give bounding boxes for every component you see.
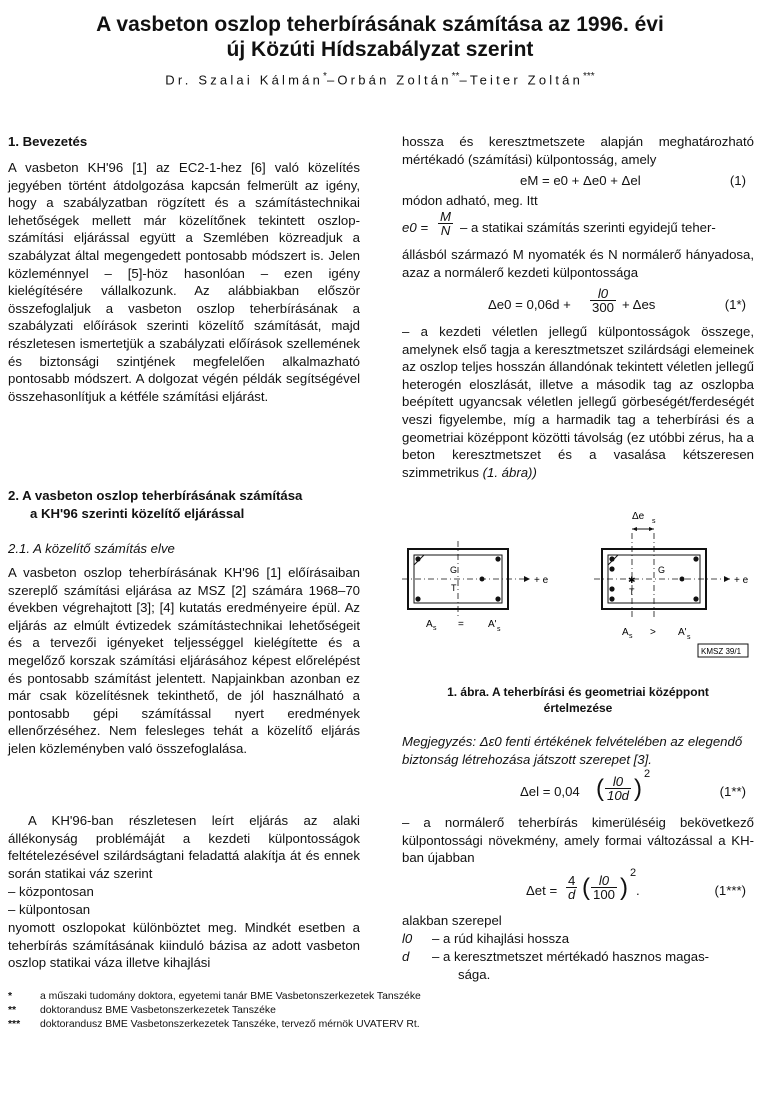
equation-1-triple-star-fraction-2-denominator: 100 [593, 887, 616, 902]
figure-caption-line-2: értelmezése [543, 701, 613, 715]
equation-1-triple-star-lhs: Δet = [526, 883, 558, 898]
author-1-mark: * [323, 71, 327, 82]
e0-denominator: N [440, 223, 451, 238]
e0-fraction [438, 210, 453, 237]
equation-1-triple-star-exponent: 2 [630, 867, 637, 879]
dash-item-central: – központosan [8, 884, 94, 899]
stamp-code: KMSZ 39/1 [701, 647, 742, 656]
rebar-icon [495, 556, 500, 561]
section-1-text: A vasbeton KH'96 [1] az EC2-1-hez [6] való közelítés jegyében történt átdolgozása kapcsán felmerült az igény, hogy a szabályzatban rögzített és a számítástechnikai lehetőségek mellett már közelítőnek tekintett oszlop-számítási eljárással együtt a Szemlében közreadjuk a szabályzat által megengedett pontosabb módszert is. Jelen közleménnyel – [5]-höz hasonlóan – ezen igény kielégítésére vállalkozunk. Az alábbiakban először összefoglaljuk a vasbeton oszlop teherbírásának a szabályzati előírások szerinti közelítő számítását, majd részletesen ismertetjük a szabályzati előírások szellemének és biztonsági szintjének megfelelően alkalmazható pontosabb módszert. A dolgozat végén példák segítségével összehasonlítjuk a kétféle számítási eljárást. [8, 160, 360, 404]
figure-1-diagram [402, 505, 754, 665]
dimension-arrow-icon [649, 527, 654, 531]
rebar-icon [609, 586, 614, 591]
footnote-text: doktorandusz BME Vasbetonszerkezetek Tanszéke, tervező mérnök UVATERV Rt. [40, 1019, 420, 1030]
label-T-left: T [451, 583, 457, 593]
footnotes [8, 990, 753, 1032]
equation-1-star-numerator: l0 [590, 287, 616, 301]
equation-1-star-denominator: 300 [592, 300, 615, 315]
label-delta-es: Δe [632, 511, 645, 522]
equation-1-star-rhs: + Δes [622, 297, 656, 312]
equation-1-triple-star-close-paren: ) [620, 874, 628, 901]
footnote [8, 990, 753, 1004]
rebar-icon [495, 596, 500, 601]
right-paragraph-4 [402, 323, 754, 481]
equation-1-star-number: (1*) [724, 297, 746, 312]
label-Asp-right-sub: s [687, 634, 691, 641]
arrow-head-icon [724, 576, 730, 582]
e0-numerator: M [440, 209, 451, 224]
author-1: Dr. Szalai Kálmán [165, 72, 324, 88]
footnote [8, 1018, 753, 1032]
label-G-right: G [658, 565, 666, 575]
equation-1-double-star [402, 768, 754, 812]
label-e-left: + e [534, 575, 549, 586]
label-greater-sign: > [650, 627, 656, 638]
legend-1-text: – a rúd kihajlási hossza [432, 931, 570, 946]
section-1-heading: 1. Bevezetés [8, 134, 88, 149]
footnote-mark: *** [8, 1019, 21, 1030]
page-title [0, 12, 760, 62]
equation-1-star-fraction [590, 287, 616, 314]
right-paragraph-1: hossza és keresztmetszete alapján meghatározható mértékadó (számítási) külpontosság, amely [402, 134, 754, 167]
subsection-2-1-paragraph-3: nyomott oszlopokat különböztet meg. Mindkét esetben a teherbírás számításának kiinduló bázisa az adott vasbeton oszlop statikai váza illetve kihajlási [8, 920, 360, 971]
legend-2-text: – a keresztmetszet mértékadó hasznos magas- [432, 949, 710, 964]
label-delta-es-sub: s [652, 518, 656, 525]
cross-section-symmetric [402, 541, 530, 617]
legend-1-symbol: l0 [402, 931, 413, 946]
equation-1-double-star-open-paren: ( [596, 775, 604, 802]
author-3: –Teiter Zoltán [459, 72, 584, 88]
footnote-text: doktorandusz BME Vasbetonszerkezetek Tanszéke [40, 1005, 276, 1016]
equation-1-double-star-denominator: 10d [607, 788, 630, 803]
rebar-icon [415, 596, 420, 601]
equation-1 [402, 172, 754, 192]
label-equal-sign: = [458, 619, 464, 630]
equation-1-triple-star-fraction-2-numerator: l0 [591, 874, 617, 888]
footnote [8, 1004, 753, 1018]
equation-1-triple-star-fraction-1-denominator: d [568, 887, 576, 902]
figure-caption-line-1: 1. ábra. A teherbírási és geometriai középpont [447, 685, 709, 699]
right-paragraph-2: módon adható, meg. Itt [402, 193, 538, 208]
right-paragraph-4-text: – a kezdeti véletlen jellegű külpontosságok összege, amelynek első tagja a keresztmetszet szilárdsági elemeinek az oszlop teljes hosszán állandónak tekintett véletlen jellegű heterogén eloszlását, illetve a második tag az oszlopba beépített ugyancsak véletlen jellegű görbeségét/ferdeségét veszi figyelembe, míg a harmadik tag a teherbírási és a geometriai középpont közötti távolság (ez utóbbi zérus, ha a beton keresztmetszet és a vasalása kétszeresen szimmetrikus [402, 324, 754, 480]
rebar-icon [609, 566, 614, 571]
arrow-head-icon [524, 576, 530, 582]
label-Asp-left-sub: s [497, 626, 501, 633]
author-3-mark: *** [583, 71, 595, 82]
figure-1-caption [402, 684, 754, 716]
author-line [0, 71, 760, 87]
label-As-left: A [426, 619, 433, 630]
section-2-heading-line-2: a KH'96 szerinti közelítő eljárással [30, 506, 245, 521]
dimension-arrow-icon [632, 527, 637, 531]
equation-1-double-star-number: (1**) [719, 784, 746, 799]
load-point-icon [480, 577, 485, 582]
equation-1-double-star-lhs: Δel = 0,04 [520, 784, 580, 799]
footnote-mark: ** [8, 1005, 17, 1016]
right-paragraph-5: – a normálerő teherbírás kimerüléséig bekövetkező külpontossági növekmény, amely formai változással a KH-ban újabban [402, 815, 754, 866]
e0-definition [402, 210, 754, 246]
dash-item-eccentric: – külpontosan [8, 902, 91, 917]
right-paragraph-3: állásból származó M nyomaték és N normálerő hányadosa, azaz a normálerő kezdeti külpontossága [402, 247, 754, 280]
label-G-left: G [450, 565, 458, 575]
equation-1-double-star-numerator: l0 [605, 775, 631, 789]
equation-1-number: (1) [729, 173, 746, 188]
rebar-icon [609, 596, 614, 601]
note [402, 733, 754, 768]
equation-1-star [402, 287, 754, 323]
equation-1-double-star-close-paren: ) [634, 775, 642, 802]
equation-1-triple-star-dot: . [636, 883, 640, 898]
equation-1-triple-star-fraction-1 [566, 874, 577, 901]
load-point-icon [680, 577, 685, 582]
corner-hatch [608, 555, 618, 565]
right-paragraph-6: alakban szerepel [402, 913, 502, 928]
footnote-mark: * [8, 991, 13, 1002]
note-label: Megjegyzés: [402, 734, 477, 749]
equation-1-double-star-exponent: 2 [644, 768, 651, 780]
rebar-icon [693, 556, 698, 561]
equation-1-triple-star-open-paren: ( [582, 874, 590, 901]
title-line-1: A vasbeton oszlop teherbírásának számítása az 1996. évi [96, 13, 664, 36]
equation-1-triple-star-fraction-2 [591, 874, 617, 901]
e0-description: – a statikai számítás szerinti egyidejű teher- [460, 220, 716, 235]
equation-1-double-star-fraction [605, 775, 631, 802]
label-As-right-sub: s [629, 633, 633, 640]
equation-1-triple-star-number: (1***) [714, 883, 746, 898]
figure-reference: (1. ábra)) [482, 464, 537, 480]
label-As-left-sub: s [433, 625, 437, 632]
subsection-2-1-heading: 2.1. A közelítő számítás elve [8, 541, 175, 556]
equation-1-triple-star-fraction-1-numerator: 4 [568, 873, 576, 888]
equation-1-triple-star [402, 867, 754, 912]
author-2: –Orbán Zoltán [326, 72, 452, 88]
equation-1-expression: eM = e0 + Δe0 + Δel [520, 173, 641, 188]
label-Asp-left: A' [488, 619, 497, 630]
rebar-icon [693, 596, 698, 601]
note-text: Δε0 fenti értékének felvételében az elegendő biztonság létrehozása játszott szerepet [3]. [402, 734, 743, 767]
e0-lhs: e0 = [402, 220, 429, 235]
subsection-2-1-paragraph-1: A vasbeton oszlop teherbírásának KH'96 [1] előírásaiban szereplő számítási eljárása az MSZ [2] számára 1968–70 években végrehajtott [3]; [4] kutatás eredményeire épül. Az eljárás az elmúlt évtizedek számítástechnikai lehetőségeit és a tervezői igényeket teljességgel kielégítette és a megelőző korszak számítási eljárásához képest előrelépést és pontosabb számítást jelentett. Napjainkban azonban ez már csak közelítésnek tekinthető, de jól használható a pontosabb gépi számítással nyert eredmények ellenőrzéséhez. Nem felesleges tehát a közelítő eljárás jelen közleményben való összefoglalása. [8, 565, 360, 756]
label-As-right: A [622, 627, 629, 638]
title-line-2: új Közúti Hídszabályzat szerint [226, 38, 534, 61]
legend-2-text-continued: sága. [458, 967, 491, 982]
footnote-text: a műszaki tudomány doktora, egyetemi tanár BME Vasbetonszerkezetek Tanszéke [40, 991, 421, 1002]
legend-2-symbol: d [402, 949, 410, 964]
equation-1-star-lhs: Δe0 = 0,06d + [488, 297, 571, 312]
subsection-2-1-paragraph-2: A KH'96-ban részletesen leírt eljárás az alaki állékonyság problémáját a kezdeti külpontosságok feltételezésével szilárdságtani feladattá alakítja át és ennek során statikai váz szerint [8, 813, 360, 881]
capacity-center-icon: ✱ [628, 576, 636, 586]
author-2-mark: ** [451, 71, 460, 82]
section-2-heading-line-1: 2. A vasbeton oszlop teherbírásának számítása [8, 488, 303, 503]
corner-hatch [414, 555, 424, 565]
label-T-right: T [629, 587, 635, 597]
label-Asp-right: A' [678, 627, 687, 638]
label-e-right: + e [734, 575, 749, 586]
